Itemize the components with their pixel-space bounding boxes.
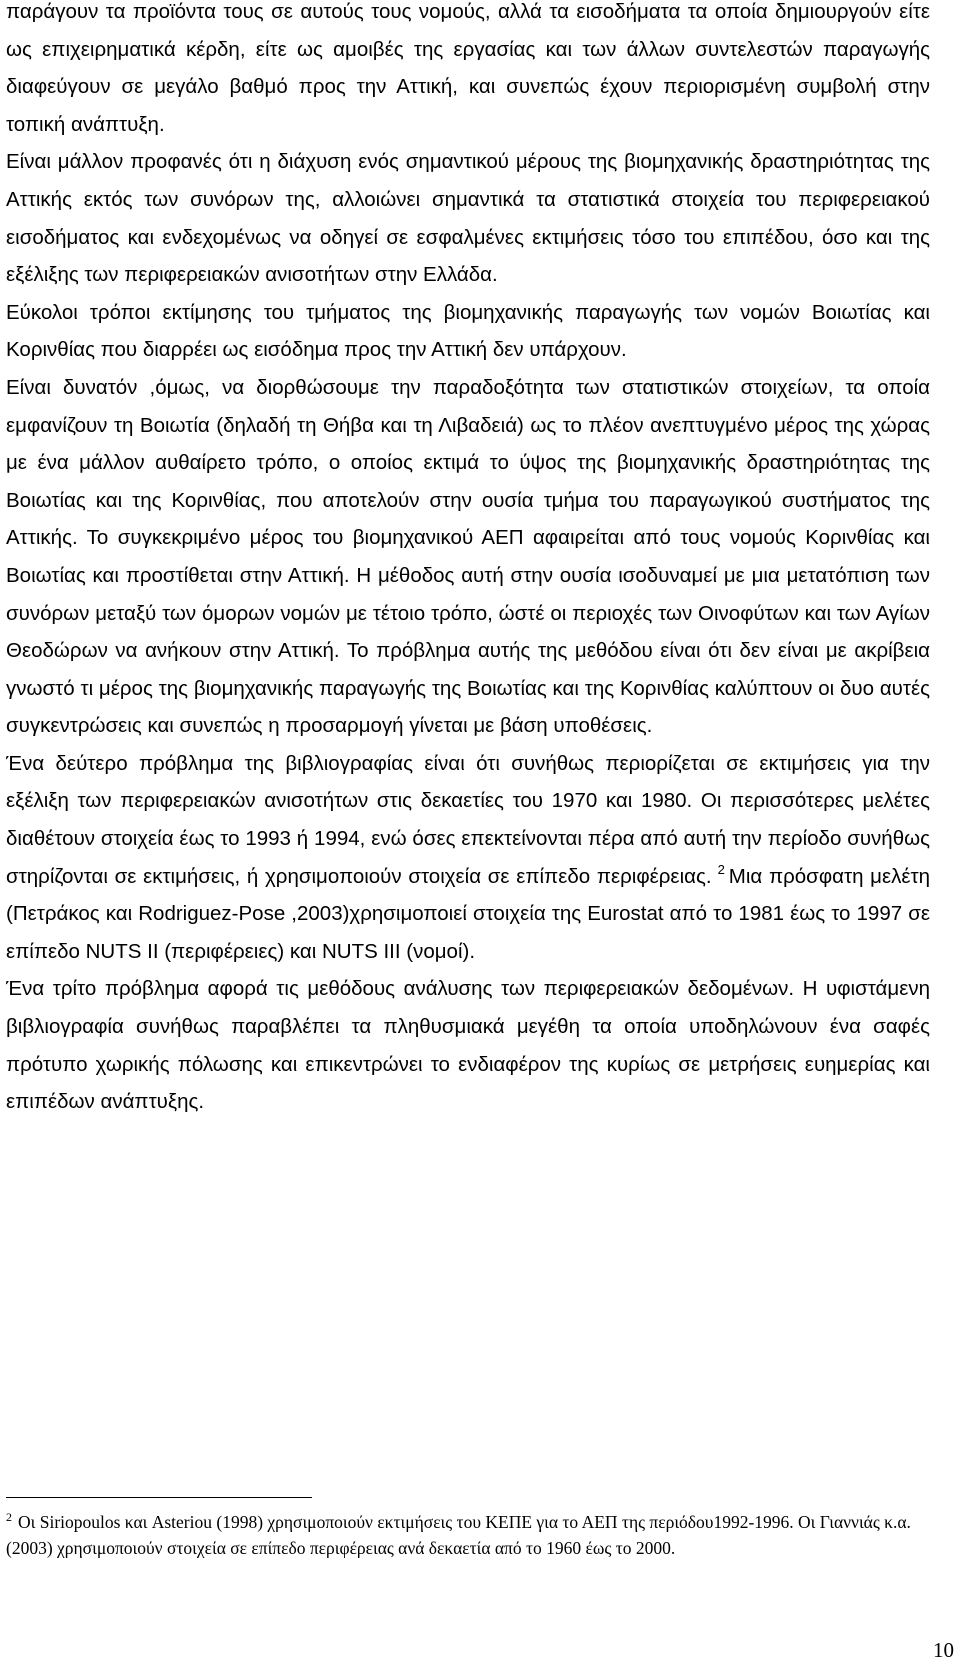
footnote-separator (6, 1497, 312, 1498)
footnote-number: 2 (6, 1510, 12, 1524)
footnote-text: Οι Siriopoulos και Asteriou (1998) χρησιμοποιούν εκτιμήσεις του ΚΕΠΕ για το ΑΕΠ της περιόδου1992-1996. Οι Γιαννιάς κ.α. (2003) χρησιμοποιούν στοιχεία σε επίπεδο περιφέρειας ανά δεκαετία από το 1960 έως το 2000. (6, 1512, 911, 1558)
paragraph-5 (6, 745, 930, 971)
paragraph-5-text-after: Μια πρόσφατη μελέτη (Πετράκος και Rodriguez-Pose ,2003)χρησιμοποιεί στοιχεία της Eurostat από το 1981 έως το 1997 σε επίπεδο NUTS II (περιφέρειες) και NUTS III (νομοί). (6, 864, 930, 963)
paragraph-4: Είναι δυνατόν ,όμως, να διορθώσουμε την παραδοξότητα των στατιστικών στοιχείων, τα οποία εμφανίζουν τη Βοιωτία (δηλαδή τη Θήβα και τη Λιβαδειά) ως το πλέον ανεπτυγμένο μέρος της χώρας με ένα μάλλον αυθαίρετο τρόπο, ο οποίος εκτιμά το ύψος της βιομηχανικής δραστηριότητας της Βοιωτίας και της Κορινθίας, που αποτελούν στην ουσία τμήμα του παραγωγικού συστήματος της Αττικής. Το συγκεκριμένο μέρος του βιομηχανικού ΑΕΠ αφαιρείται από τους νομούς Κορινθίας και Βοιωτίας και προστίθεται στην Αττική. Η μέθοδος αυτή στην ουσία ισοδυναμεί με μια μετατόπιση των συνόρων μεταξύ των όμορων νομών με τέτοιο τρόπο, ώστέ οι περιοχές των Οινοφύτων και των Αγίων Θεοδώρων να ανήκουν στην Αττική. Το πρόβλημα αυτής της μεθόδου είναι ότι δεν είναι με ακρίβεια γνωστό τι μέρος της βιομηχανικής παραγωγής της Βοιωτίας και της Κορινθίας καλύπτουν οι δυο αυτές συγκεντρώσεις και συνεπώς η προσαρμογή γίνεται με βάση υποθέσεις. (6, 375, 930, 738)
paragraph-1: παράγουν τα προϊόντα τους σε αυτούς τους νομούς, αλλά τα εισοδήματα τα οποία δημιουργούν είτε ως επιχειρηματικά κέρδη, είτε ως αμοιβές της εργασίας και των άλλων συντελεστών παραγωγής διαφεύγουν σε μεγάλο βαθμό προς την Αττική, και συνεπώς έχουν περιορισμένη συμβολή στην τοπική ανάπτυξη. (6, 0, 930, 136)
paragraph-2: Είναι μάλλον προφανές ότι η διάχυση ενός σημαντικού μέρους της βιομηχανικής δραστηριότητας της Αττικής εκτός των συνόρων της, αλλοιώνει σημαντικά τα στατιστικά στοιχεία του περιφερειακού εισοδήματος και ενδεχομένως να οδηγεί σε εσφαλμένες εκτιμήσεις τόσο του επιπέδου, όσο και της εξέλιξης των περιφερειακών ανισοτήτων στην Ελλάδα. (6, 150, 930, 287)
body-text (6, 0, 930, 1121)
paragraph-6: Ένα τρίτο πρόβλημα αφορά τις μεθόδους ανάλυσης των περιφερειακών δεδομένων. Η υφιστάμενη βιβλιογραφία συνήθως παραβλέπει τα πληθυσμιακά μεγέθη τα οποία υποδηλώνουν ένα σαφές πρότυπο χωρικής πόλωσης και επικεντρώνει το ενδιαφέρον της κυρίως σε μετρήσεις ευημερίας και επιπέδων ανάπτυξης. (6, 977, 930, 1114)
page-number: 10 (933, 1638, 954, 1662)
paragraph-3: Εύκολοι τρόποι εκτίμησης του τμήματος της βιομηχανικής παραγωγής των νομών Βοιωτίας και Κορινθίας που διαρρέει ως εισόδημα προς την Αττική δεν υπάρχουν. (6, 300, 930, 362)
paragraph-5-text-before: Ένα δεύτερο πρόβλημα της βιβλιογραφίας είναι ότι συνήθως περιορίζεται σε εκτιμήσεις για την εξέλιξη των περιφερειακών ανισοτήτων στις δεκαετίες του 1970 και 1980. Οι περισσότερες μελέτες διαθέτουν στοιχεία έως το 1993 ή 1994, ενώ όσες επεκτείνονται πέρα από αυτή την περίοδο συνήθως στηρίζονται σε εκτιμήσεις, ή χρησιμοποιούν στοιχεία σε επίπεδο περιφέρειας. (6, 751, 930, 888)
footnote (6, 1509, 930, 1561)
footnote-reference[interactable]: 2 (717, 861, 725, 877)
